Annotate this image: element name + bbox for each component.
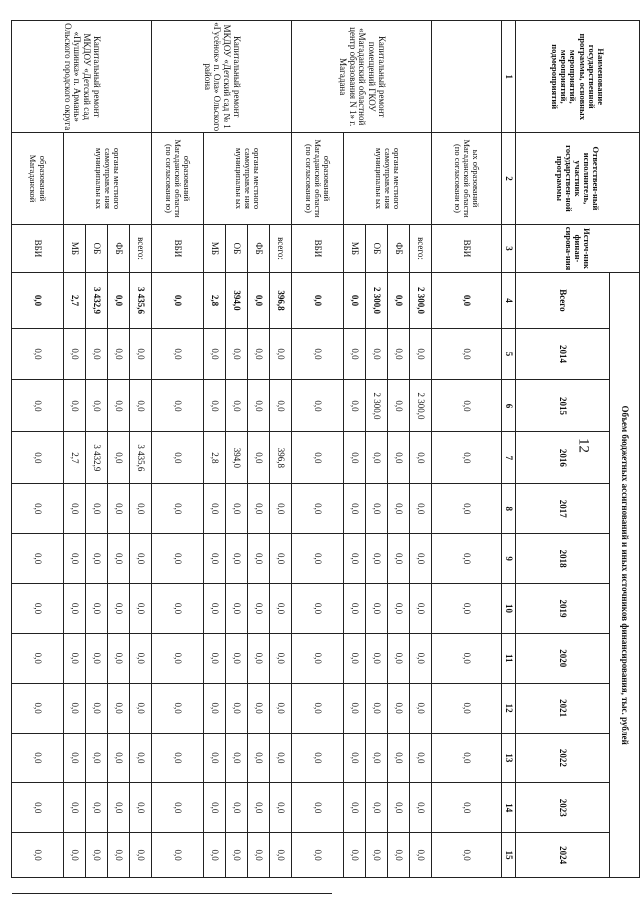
year-value-cell: 3 432,9 [86,432,108,484]
year-value-cell: 396,8 [270,432,292,484]
year-value-cell: 0,0 [226,584,248,634]
year-value-cell: 0,0 [12,432,64,484]
header-column-number: 4 [502,273,516,328]
year-value-cell: 0,0 [64,380,86,432]
funding-table [11,20,640,878]
year-value-cell: 0,0 [130,380,152,432]
year-value-cell: 0,0 [270,328,292,380]
year-value-cell: 0,0 [366,534,388,584]
header-column-number: 9 [502,534,516,584]
year-value-cell: 0,0 [366,733,388,783]
year-value-cell: 0,0 [12,484,64,534]
year-value-cell: 0,0 [152,783,204,833]
year-value-cell: 0,0 [270,380,292,432]
year-value-cell: 0,0 [226,328,248,380]
header-source: Источ-ник финан-сирова-ния [516,224,640,273]
header-volume-title: Объем бюджетных ассигнований и иных источников финансирования, тыс. рублей [610,273,640,878]
year-value-cell: 0,0 [152,380,204,432]
year-value-cell: 0,0 [64,484,86,534]
year-value-cell: 0,0 [248,432,270,484]
year-value-cell: 0,0 [12,733,64,783]
year-value-cell: 0,0 [248,380,270,432]
year-value-cell: 2,8 [204,432,226,484]
year-value-cell: 0,0 [432,328,502,380]
year-value-cell: 0,0 [410,328,432,380]
year-value-cell: 0,0 [344,534,366,584]
source-cell: МБ [344,224,366,273]
table-row [12,21,64,878]
year-value-cell: 0,0 [108,584,130,634]
year-value-cell: 0,0 [270,633,292,683]
year-value-cell: 0,0 [152,328,204,380]
year-value-cell: 0,0 [226,733,248,783]
year-value-cell: 0,0 [270,683,292,733]
header-column-number: 5 [502,328,516,380]
header-column-number: 11 [502,633,516,683]
total-value-cell: 0,0 [432,273,502,328]
year-value-cell: 0,0 [86,328,108,380]
year-value-cell: 0,0 [248,833,270,878]
source-cell: всего: [410,224,432,273]
year-value-cell: 0,0 [432,633,502,683]
year-value-cell: 0,0 [248,534,270,584]
year-value-cell: 0,0 [410,683,432,733]
responsible-cell: органы местного самоуправле ния муниципальн ых [64,133,152,224]
year-value-cell: 0,0 [226,683,248,733]
total-value-cell: 0,0 [152,273,204,328]
header-column-number: 8 [502,484,516,534]
year-value-cell: 0,0 [108,683,130,733]
year-value-cell: 0,0 [410,534,432,584]
year-value-cell: 0,0 [108,380,130,432]
year-value-cell: 0,0 [12,534,64,584]
table-row [410,21,432,878]
year-value-cell: 0,0 [64,833,86,878]
total-value-cell: 394,0 [226,273,248,328]
year-value-cell: 0,0 [248,584,270,634]
source-cell: ФБ [248,224,270,273]
year-value-cell: 0,0 [248,683,270,733]
year-value-cell: 0,0 [366,633,388,683]
year-value-cell: 0,0 [432,783,502,833]
total-value-cell: 0,0 [388,273,410,328]
source-cell: МБ [64,224,86,273]
header-column-number: 10 [502,584,516,634]
year-value-cell: 0,0 [388,783,410,833]
year-value-cell: 0,0 [152,432,204,484]
year-value-cell: 0,0 [292,328,344,380]
year-value-cell: 0,0 [292,783,344,833]
year-value-cell: 0,0 [432,683,502,733]
year-value-cell: 0,0 [12,683,64,733]
year-value-cell: 0,0 [388,534,410,584]
year-value-cell: 0,0 [270,534,292,584]
header-year: 2024 [516,833,610,878]
year-value-cell: 0,0 [432,833,502,878]
year-value-cell: 0,0 [64,633,86,683]
year-value-cell: 0,0 [130,584,152,634]
year-value-cell: 0,0 [388,432,410,484]
year-value-cell: 0,0 [226,633,248,683]
year-value-cell: 0,0 [410,833,432,878]
year-value-cell: 0,0 [152,584,204,634]
source-cell: ФБ [388,224,410,273]
year-value-cell: 0,0 [366,783,388,833]
header-year: 2021 [516,683,610,733]
table-body [12,21,502,878]
header-column-number: 3 [502,224,516,273]
year-value-cell: 0,0 [108,432,130,484]
source-cell: всего: [130,224,152,273]
year-value-cell: 3 435,6 [130,432,152,484]
program-name-cell: Капитальный ремонт МКДОУ «Детский сад № 1 «Гусёнок» п. Ола» Ольского района [152,21,292,133]
year-value-cell: 0,0 [204,783,226,833]
year-value-cell: 0,0 [204,380,226,432]
year-value-cell: 0,0 [344,633,366,683]
year-value-cell: 0,0 [344,683,366,733]
total-value-cell: 2 300,0 [410,273,432,328]
year-value-cell: 0,0 [108,534,130,584]
year-value-cell: 0,0 [292,633,344,683]
year-value-cell: 0,0 [130,484,152,534]
year-value-cell: 0,0 [432,484,502,534]
rotated-table-wrapper [28,20,640,878]
year-value-cell: 0,0 [410,584,432,634]
year-value-cell: 394,0 [226,432,248,484]
year-value-cell: 0,0 [270,584,292,634]
header-column-number: 14 [502,783,516,833]
year-value-cell: 0,0 [64,733,86,783]
year-value-cell: 0,0 [292,432,344,484]
header-column-number: 12 [502,683,516,733]
header-year: 2020 [516,633,610,683]
header-year: 2015 [516,380,610,432]
year-value-cell: 0,0 [204,484,226,534]
year-value-cell: 0,0 [344,328,366,380]
year-value-cell: 0,0 [152,683,204,733]
header-column-number: 1 [502,21,516,133]
year-value-cell: 0,0 [270,833,292,878]
year-value-cell: 0,0 [388,633,410,683]
year-value-cell: 0,0 [432,534,502,584]
year-value-cell: 0,0 [388,683,410,733]
year-value-cell: 0,0 [108,783,130,833]
year-value-cell: 0,0 [292,833,344,878]
year-value-cell: 2 300,0 [366,380,388,432]
year-value-cell: 0,0 [344,432,366,484]
year-value-cell: 0,0 [130,683,152,733]
year-value-cell: 0,0 [226,783,248,833]
year-value-cell: 0,0 [344,584,366,634]
year-value-cell: 0,0 [344,833,366,878]
year-value-cell: 0,0 [388,584,410,634]
year-value-cell: 0,0 [432,380,502,432]
year-value-cell: 0,0 [108,328,130,380]
year-value-cell: 0,0 [344,484,366,534]
year-value-cell: 0,0 [152,833,204,878]
year-value-cell: 0,0 [12,584,64,634]
header-year: 2017 [516,484,610,534]
year-value-cell: 0,0 [204,733,226,783]
year-value-cell: 0,0 [64,328,86,380]
year-value-cell: 0,0 [270,733,292,783]
year-value-cell: 0,0 [64,683,86,733]
year-value-cell: 0,0 [248,783,270,833]
header-year: 2019 [516,584,610,634]
year-value-cell: 0,0 [130,534,152,584]
year-value-cell: 0,0 [86,783,108,833]
year-value-cell: 0,0 [292,380,344,432]
total-value-cell: 2,7 [64,273,86,328]
source-cell: ФБ [108,224,130,273]
year-value-cell: 0,0 [204,633,226,683]
responsible-cell: образований Магаданской [12,133,64,224]
table-header [502,21,640,878]
year-value-cell: 0,0 [366,683,388,733]
year-value-cell: 0,0 [410,633,432,683]
year-value-cell: 0,0 [432,733,502,783]
table-row [130,21,152,878]
total-value-cell: 0,0 [248,273,270,328]
program-name-cell [432,21,502,133]
year-value-cell: 0,0 [388,484,410,534]
year-value-cell: 0,0 [152,484,204,534]
year-value-cell: 0,0 [152,633,204,683]
total-value-cell: 0,0 [108,273,130,328]
year-value-cell: 0,0 [204,833,226,878]
year-value-cell: 0,0 [12,380,64,432]
year-value-cell: 0,0 [12,328,64,380]
year-value-cell: 0,0 [388,733,410,783]
year-value-cell: 0,0 [130,783,152,833]
source-cell: ВБИ [12,224,64,273]
year-value-cell: 0,0 [204,328,226,380]
year-value-cell: 0,0 [86,733,108,783]
total-value-cell: 0,0 [292,273,344,328]
year-value-cell: 0,0 [12,783,64,833]
source-cell: ВБИ [292,224,344,273]
source-cell: МБ [204,224,226,273]
year-value-cell: 0,0 [204,584,226,634]
responsible-cell: образований Магаданской области (по согласовани ю) [292,133,344,224]
header-column-number: 13 [502,733,516,783]
total-value-cell: 2,8 [204,273,226,328]
year-value-cell: 0,0 [86,484,108,534]
year-value-cell: 0,0 [366,484,388,534]
year-value-cell: 0,0 [86,584,108,634]
year-value-cell: 0,0 [86,683,108,733]
header-responsible: Ответствен-ный исполнитель, участник государствен-ной программы [516,133,640,224]
year-value-cell: 0,0 [226,534,248,584]
year-value-cell: 0,0 [292,484,344,534]
responsible-cell: образований Магаданской области (по согласовани ю) [152,133,204,224]
header-year: 2018 [516,534,610,584]
year-value-cell: 0,0 [270,484,292,534]
year-value-cell: 0,0 [108,833,130,878]
year-value-cell: 2,7 [64,432,86,484]
total-value-cell: 3 435,6 [130,273,152,328]
year-value-cell: 2 300,0 [410,380,432,432]
year-value-cell: 0,0 [248,328,270,380]
total-value-cell: 3 432,9 [86,273,108,328]
year-value-cell: 0,0 [204,683,226,733]
year-value-cell: 0,0 [86,833,108,878]
year-value-cell: 0,0 [366,432,388,484]
year-value-cell: 0,0 [86,633,108,683]
header-name: Наименование государственной программы, основных мероприятий, мероприятий, подмероприятий [516,21,640,133]
year-value-cell: 0,0 [292,733,344,783]
header-column-number: 7 [502,432,516,484]
table-row [292,21,344,878]
year-value-cell: 0,0 [388,328,410,380]
table-row [270,21,292,878]
year-value-cell: 0,0 [270,783,292,833]
responsible-cell: ых образований Магаданской области (по согласовани ю) [432,133,502,224]
source-cell: ОБ [366,224,388,273]
year-value-cell: 0,0 [130,833,152,878]
year-value-cell: 0,0 [388,833,410,878]
year-value-cell: 0,0 [86,380,108,432]
year-value-cell: 0,0 [226,484,248,534]
header-year: 2016 [516,432,610,484]
year-value-cell: 0,0 [344,380,366,432]
year-value-cell: 0,0 [344,783,366,833]
responsible-cell: органы местного самоуправле ния муниципальн ых [344,133,432,224]
year-value-cell: 0,0 [64,534,86,584]
year-value-cell: 0,0 [152,534,204,584]
header-year: 2014 [516,328,610,380]
header-year: 2022 [516,733,610,783]
year-value-cell: 0,0 [86,534,108,584]
year-value-cell: 0,0 [344,733,366,783]
year-value-cell: 0,0 [204,534,226,584]
year-value-cell: 0,0 [248,733,270,783]
header-total: Всего [516,273,610,328]
source-cell: ВБИ [152,224,204,273]
year-value-cell: 0,0 [130,733,152,783]
page-number: 12 [575,438,592,453]
year-value-cell: 0,0 [292,584,344,634]
year-value-cell: 0,0 [366,328,388,380]
year-value-cell: 0,0 [12,833,64,878]
program-name-cell: Капитальный ремонт МКДОУ «Детский сад «Пушинка» п. Армань» Ольского городского округа [12,21,152,133]
source-cell: ОБ [86,224,108,273]
year-value-cell: 0,0 [410,783,432,833]
year-value-cell: 0,0 [226,380,248,432]
year-value-cell: 0,0 [292,534,344,584]
year-value-cell: 0,0 [388,380,410,432]
table-row [152,21,204,878]
header-column-number: 6 [502,380,516,432]
year-value-cell: 0,0 [226,833,248,878]
year-value-cell: 0,0 [64,584,86,634]
total-value-cell: 0,0 [12,273,64,328]
year-value-cell: 0,0 [410,484,432,534]
year-value-cell: 0,0 [410,733,432,783]
year-value-cell: 0,0 [432,584,502,634]
table-row [432,21,502,878]
year-value-cell: 0,0 [410,432,432,484]
year-value-cell: 0,0 [248,484,270,534]
total-value-cell: 2 300,0 [366,273,388,328]
year-value-cell: 0,0 [64,783,86,833]
header-year: 2023 [516,783,610,833]
footnote-rule [12,893,332,894]
source-cell: всего: [270,224,292,273]
header-column-number: 2 [502,133,516,224]
year-value-cell: 0,0 [432,432,502,484]
year-value-cell: 0,0 [108,733,130,783]
responsible-cell: органы местного самоуправле ния муниципальн ых [204,133,292,224]
year-value-cell: 0,0 [366,833,388,878]
year-value-cell: 0,0 [152,733,204,783]
program-name-cell: Капитальный ремонт помещений ГКОУ «Магаданский областной центр образования N 1» г. Магадана [292,21,432,133]
source-cell: ВБИ [432,224,502,273]
year-value-cell: 0,0 [12,633,64,683]
year-value-cell: 0,0 [130,328,152,380]
year-value-cell: 0,0 [292,683,344,733]
year-value-cell: 0,0 [366,584,388,634]
total-value-cell: 396,8 [270,273,292,328]
year-value-cell: 0,0 [248,633,270,683]
year-value-cell: 0,0 [108,633,130,683]
year-value-cell: 0,0 [130,633,152,683]
year-value-cell: 0,0 [108,484,130,534]
total-value-cell: 0,0 [344,273,366,328]
source-cell: ОБ [226,224,248,273]
header-column-number: 15 [502,833,516,878]
